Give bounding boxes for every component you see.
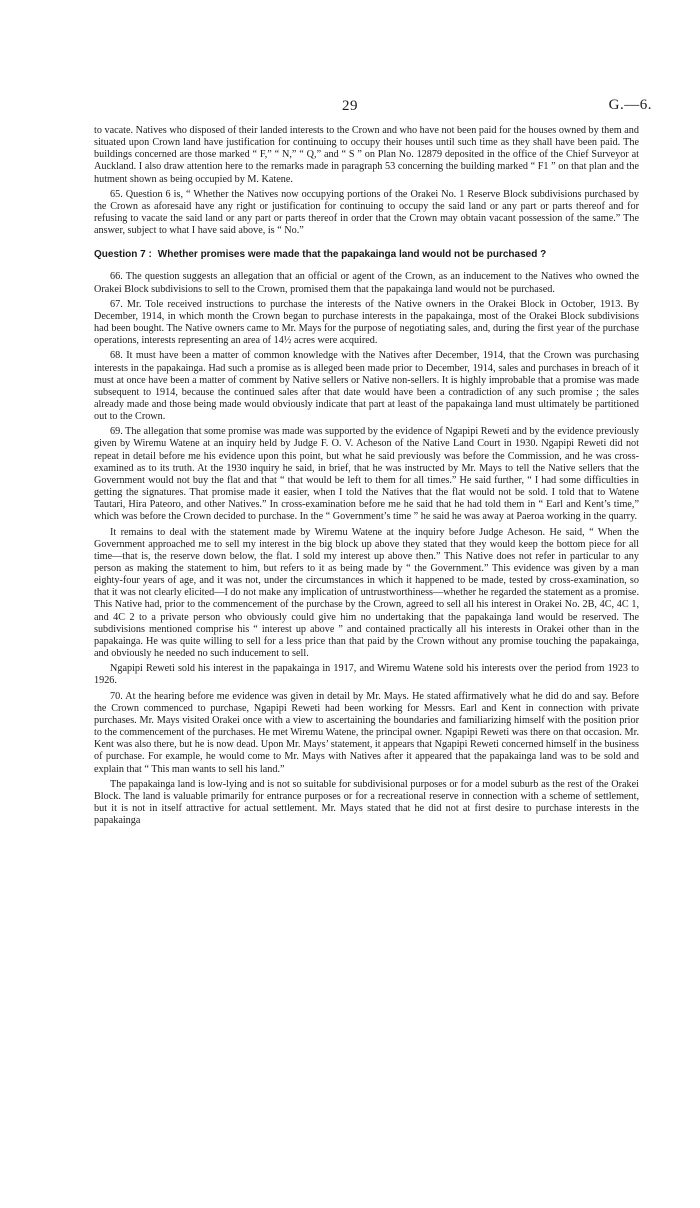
paragraph-66: 66. The question suggests an allegation that an official or agent of the Crown, as an inducement to the Natives who owned the Orakei Block subdivisions to sell to the Crown, promised them that the papakainga land would not be purchased. — [94, 271, 639, 295]
page-number: 29 — [342, 98, 358, 114]
paragraph-vacate: to vacate. Natives who disposed of their landed interests to the Crown and who have not been paid for the houses owned by them and situated upon Crown land have justification for continuing to occupy their houses until such time as they shall have been paid. The buildings concerned are those marked “ F,” “ N,” “ Q,” and “ S ” on Plan No. 12879 deposited in the office of the Chief Surveyor at Auckland. I also draw attention here to the remarks made in paragraph 53 concerning the building marked “ F1 ” on that plan and the hutment shown as being occupied by M. Katene. — [94, 125, 639, 185]
question-7-label: Question 7 : — [94, 249, 152, 261]
paragraph-watene-statement: It remains to deal with the statement made by Wiremu Watene at the inquiry before Judge Acheson. He said, “ When the Government approached me to sell my interest in the big block up above they stated that they would keep the bottom piece for all time—that is, the reserve down below, the flat. I sold my interest up above then.” This Native does not refer in particular to any person as making the statement to him, but refers to it as being made by “ the Government.” This evidence was given by a man eighty-four years of age, and it was not, under the circumstances in which it happened to be made, tested by cross-examination, so that it was not clearly elicited—I do not make any implication of untrustworthiness—whether he regarded the statement as a promise. This Native had, prior to the commencement of the purchase by the Crown, agreed to sell all his interest in Orakei No. 2B, 4C, 4C 1, and 4C 2 to a private person who obviously could give him no undertaking that the papakainga land would be reserved. The subdivisions mentioned comprise his “ interest up above ” and contained practically all his interests in Orakei other than in the papakainga. He was quite willing to sell for a less price than that paid by the Crown without any promise touching the papakainga, and obviously he needed no such inducement to sell. — [94, 526, 639, 660]
paragraph-65: 65. Question 6 is, “ Whether the Natives now occupying portions of the Orakei No. 1 Reserve Block subdivisions purchased by the Crown as aforesaid have any right or justification for continuing to occupy the said land or any part or parts thereof and for refusing to vacate the said land or any part or parts thereof in order that the Crown may obtain vacant possession of the same.” The answer, subject to what I have said above, is “ No.” — [94, 188, 639, 237]
paragraph-papakainga-land: The papakainga land is low-lying and is not so suitable for subdivisional purposes or for a model suburb as the rest of the Orakei Block. The land is valuable primarily for entrance purposes or for a recreational reserve in connection with a scheme of settlement, but it is not in itself attractive for actual settlement. Mr. Mays stated that he did not at first desire to purchase interests in the papakainga — [94, 778, 639, 827]
paragraph-69: 69. The allegation that some promise was made was supported by the evidence of Ngapipi Reweti and by the evidence previously given by Wiremu Watene at an inquiry held by Judge F. O. V. Acheson of the Native Land Court in 1930. Ngapipi Reweti did not repeat in detail before me his evidence upon this point, but what he said previously was before the Commission, and he was cross-examined as to its truth. At the 1930 inquiry he said, in brief, that he was instructed by Mr. Mays to tell the Native sellers that the Government would not buy the flat and that “ that would be left to them for all times.” He said further, “ I had some difficulties in getting the signatures. That promise made it easier, when I told the Natives that the flat would not be sold. I told that to Watene Tautari, Hira Pateoro, and other Natives.” In cross-examination before me he said that he had told them in “ Earl and Kent’s time,” which was before the Crown decided to purchase. In the “ Government’s time ” he said he was away at Paeroa working in the quarry. — [94, 426, 639, 523]
paragraph-70: 70. At the hearing before me evidence was given in detail by Mr. Mays. He stated affirmatively what he did do and say. Before the Crown commenced to purchase, Ngapipi Reweti had been working for Messrs. Earl and Kent in connection with private purchases. Mr. Mays visited Orakei once with a view to ascertaining the boundaries and familiarizing himself with the position prior to the commencement of the purchases. He met Wiremu Watene, the principal owner. Ngapipi Reweti was there on that occasion. Mr. Kent was also there, but he is now dead. Upon Mr. Mays’ statement, it appears that Ngapipi Reweti concerned himself in the business of purchase. For example, he would come to Mr. Mays with Natives after it appeared that the papakainga land was to be sold and explain that “ This man wants to sell his land.” — [94, 690, 639, 775]
question-7-text: Whether promises were made that the papakainga land would not be purchased ? — [157, 249, 547, 261]
paragraph-68: 68. It must have been a matter of common knowledge with the Natives after December, 1914, that the Crown was purchasing interests in the papakainga. Had such a promise as is alleged been made prior to December, 1914, sales and purchases in breach of it must at once have been a matter of comment by Native sellers or Native non-sellers. It is highly improbable that a promise was made subsequent to 1914, because the continued sales after that date would have been a contradiction of any such promise ; the sales already made and those being made would obviously indicate that part at least of the papakainga land must ultimately be partitioned out to the Crown. — [94, 350, 639, 423]
paragraph-67: 67. Mr. Tole received instructions to purchase the interests of the Native owners in the Orakei Block in October, 1913. By December, 1914, in which month the Crown began to purchase interests in the papakainga, most of the Orakei Block subdivisions had been bought. The Native owners came to Mr. Mays for the purpose of negotiating sales, and, during the first year of the purchase operations, interests representing an area of 14½ acres were acquired. — [94, 298, 639, 347]
paragraph-ngapipi-sale: Ngapipi Reweti sold his interest in the papakainga in 1917, and Wiremu Watene sold his interests over the period from 1923 to 1926. — [94, 663, 639, 687]
document-reference: G.—6. — [608, 97, 652, 113]
question-7-heading — [94, 248, 639, 261]
body-text — [94, 125, 639, 827]
